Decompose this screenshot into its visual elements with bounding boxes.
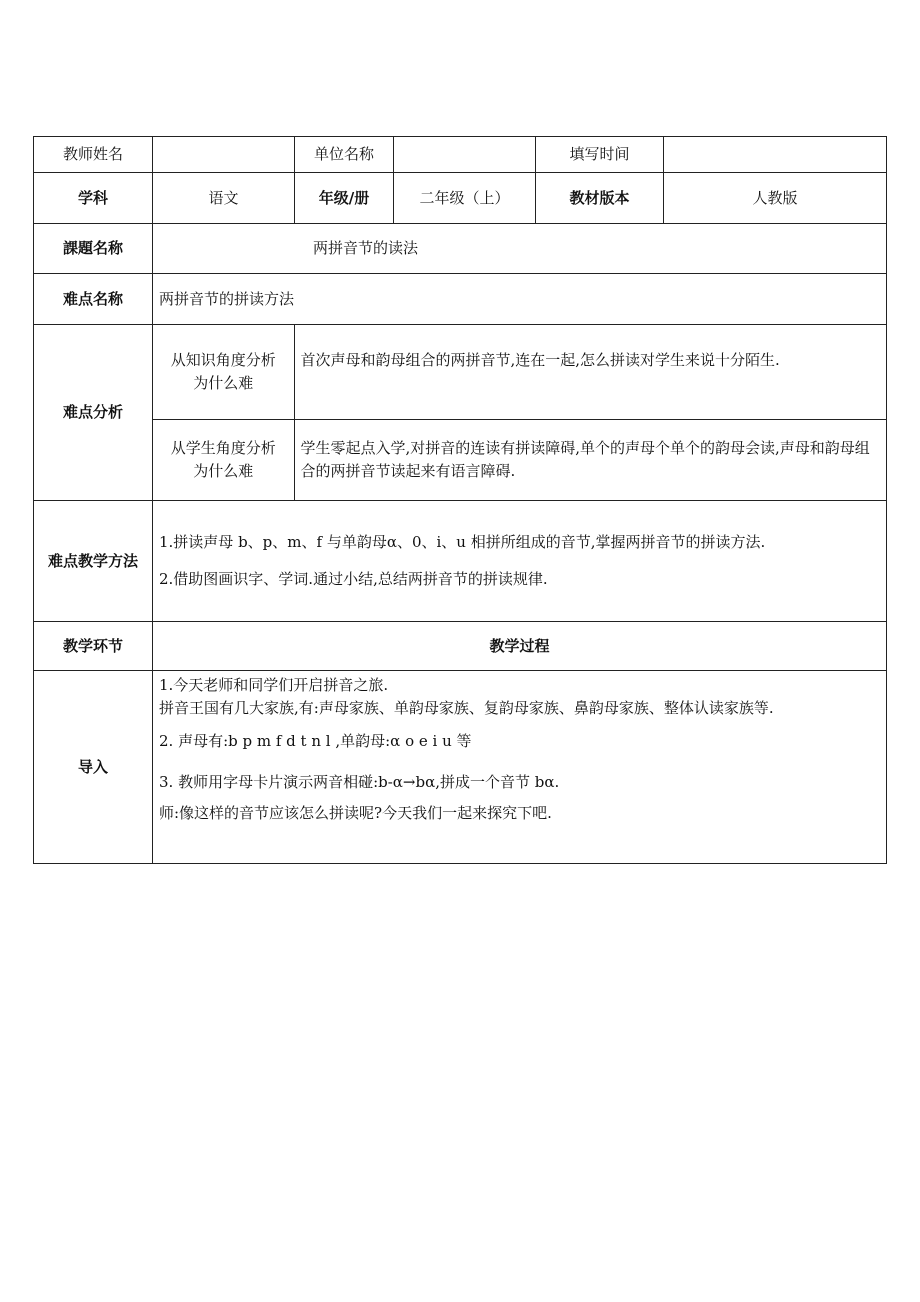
intro-line: 2. 声母有:b p m f d t n l ,单韵母:α o e i u 等 <box>159 732 472 750</box>
difficulty-value: 两拼音节的拼读方法 <box>153 274 887 325</box>
intro-label: 导入 <box>34 671 153 864</box>
stage-header-label: 教学环节 <box>34 622 153 671</box>
subject-value: 语文 <box>153 173 295 224</box>
intro-line: 师:像这样的音节应该怎么拼读呢?今天我们一起来探究下吧. <box>159 804 552 822</box>
topic-row <box>34 224 887 274</box>
process-header-row <box>34 622 887 671</box>
process-header-label: 教学过程 <box>153 622 887 671</box>
subject-label: 学科 <box>34 173 153 224</box>
unit-name-label: 单位名称 <box>295 137 394 173</box>
difficulty-label: 难点名称 <box>34 274 153 325</box>
unit-name-value[interactable] <box>394 137 536 173</box>
header-row <box>34 137 887 173</box>
topic-value: 两拼音节的读法 <box>153 224 887 274</box>
knowledge-angle-label: 从知识角度分析为什么难 <box>153 325 294 419</box>
method-item: 1.拼读声母 b、p、m、f 与单韵母α、0、i、u 相拼所组成的音节,掌握两拼音节的拼读方法. <box>159 533 766 551</box>
intro-content <box>153 671 887 864</box>
lesson-plan-sheet <box>33 136 886 864</box>
intro-line: 拼音王国有几大家族,有:声母家族、单韵母家族、复韵母家族、鼻韵母家族、整体认读家族等. <box>159 699 774 717</box>
analysis-label: 难点分析 <box>34 325 153 501</box>
difficulty-row <box>34 274 887 325</box>
topic-label: 課題名称 <box>34 224 153 274</box>
edition-value: 人教版 <box>664 173 887 224</box>
method-content <box>153 501 887 622</box>
grade-value: 二年级（上） <box>394 173 536 224</box>
analysis-row <box>34 325 887 501</box>
teacher-name-value[interactable] <box>153 137 295 173</box>
method-item: 2.借助图画识字、学词.通过小结,总结两拼音节的拼读规律. <box>159 570 548 588</box>
grade-label: 年级/册 <box>295 173 394 224</box>
subject-row <box>34 173 887 224</box>
intro-line: 3. 教师用字母卡片演示两音相碰:b-α→bα,拼成一个音节 bα. <box>159 773 560 791</box>
student-angle-label: 从学生角度分析为什么难 <box>153 419 294 500</box>
intro-line: 1.今天老师和同学们开启拼音之旅. <box>159 676 389 694</box>
student-angle-text: 学生零起点入学,对拼音的连读有拼读障碍,单个的声母个单个的韵母会读,声母和韵母组合的两拼音节读起来有语言障碍. <box>300 438 870 480</box>
teacher-name-label: 教师姓名 <box>34 137 153 173</box>
intro-row <box>34 671 887 864</box>
analysis-subtable <box>153 325 886 500</box>
edition-label: 教材版本 <box>536 173 664 224</box>
knowledge-angle-text: 首次声母和韵母组合的两拼音节,连在一起,怎么拼读对学生来说十分陌生. <box>294 325 886 419</box>
fill-date-value[interactable] <box>664 137 887 173</box>
method-row <box>34 501 887 622</box>
lesson-plan-table <box>33 136 887 864</box>
method-label: 难点教学方法 <box>34 501 153 622</box>
fill-date-label: 填写时间 <box>536 137 664 173</box>
